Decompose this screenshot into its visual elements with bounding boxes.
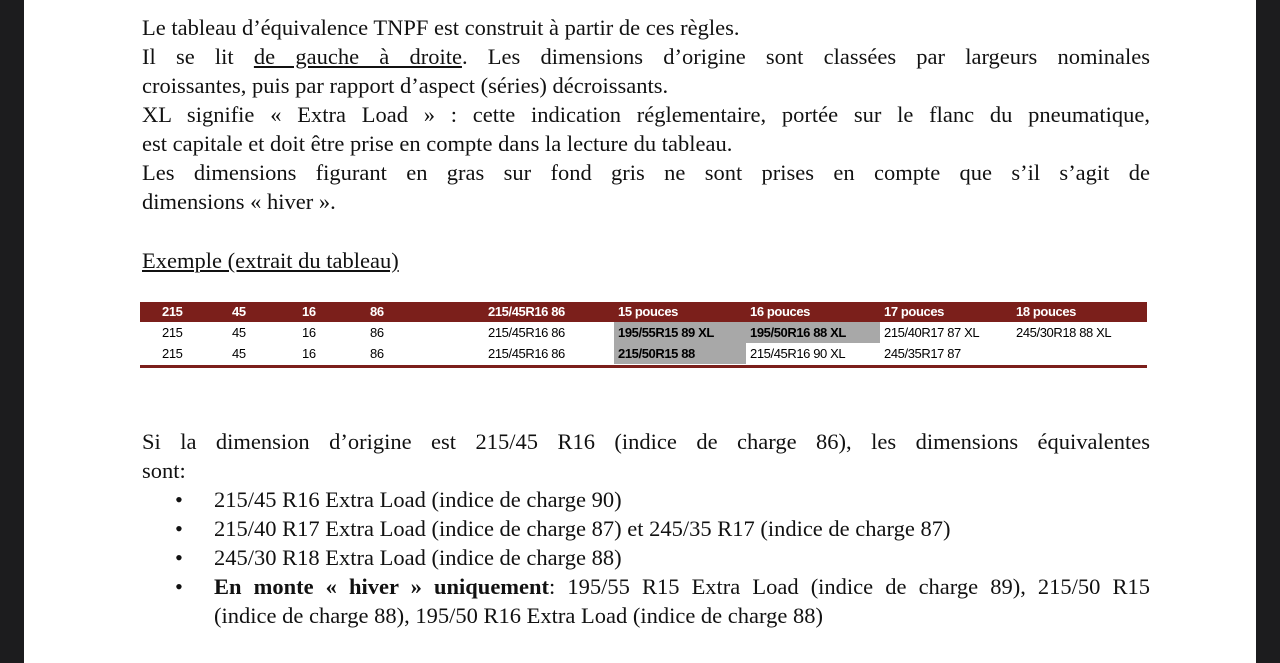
table-cell: 215/45R16 86 bbox=[488, 325, 565, 340]
intro-p2-line1 bbox=[142, 42, 1150, 71]
intro-p3-line2: est capitale et doit être prise en compte dans la lecture du tableau. bbox=[142, 131, 733, 156]
item-text: 245/30 R18 Extra Load (indice de charge 88) bbox=[214, 545, 622, 570]
table-header bbox=[140, 302, 1147, 322]
table-cell: 215/50R15 88 bbox=[614, 343, 746, 364]
header-cell: 17 pouces bbox=[884, 304, 944, 319]
intro-p4-line2: dimensions « hiver ». bbox=[142, 189, 336, 214]
table-cell: 215/45R16 90 XL bbox=[750, 346, 846, 361]
table-row bbox=[140, 343, 1147, 364]
example-title-text: Exemple (extrait du tableau) bbox=[142, 248, 399, 273]
intro-text bbox=[142, 13, 1150, 216]
text: Il se lit bbox=[142, 44, 254, 69]
bullet: • bbox=[175, 487, 183, 512]
list-item bbox=[142, 485, 1150, 514]
bullet: • bbox=[175, 545, 183, 570]
header-cell: 45 bbox=[232, 304, 246, 319]
table-row bbox=[140, 322, 1147, 343]
table-cell: 195/50R16 88 XL bbox=[746, 322, 880, 343]
item-text: 215/40 R17 Extra Load (indice de charge 87) et 245/35 R17 (indice de charge 87) bbox=[214, 516, 951, 541]
equivalence-table bbox=[140, 302, 1147, 368]
header-cell: 15 pouces bbox=[618, 304, 678, 319]
table-cell: 245/30R18 88 XL bbox=[1016, 325, 1112, 340]
conclusion-text bbox=[142, 427, 1150, 630]
item-text: (indice de charge 88), 195/50 R16 Extra Load (indice de charge 88) bbox=[214, 603, 823, 628]
text: . Les dimensions d’origine sont classées par largeurs nominales bbox=[461, 44, 1150, 69]
table-cell: 245/35R17 87 bbox=[884, 346, 961, 361]
intro-p1: Le tableau d’équivalence TNPF est construit à partir de ces règles. bbox=[142, 15, 740, 40]
table-cell: 86 bbox=[370, 325, 384, 340]
table-cell: 215/45R16 86 bbox=[488, 346, 565, 361]
table-cell: 16 bbox=[302, 325, 316, 340]
conclusion-line2: sont: bbox=[142, 458, 186, 483]
underlined-text: de gauche à droite bbox=[253, 44, 462, 69]
conclusion-line1: Si la dimension d’origine est 215/45 R16 (indice de charge 86), les dimensions équivalentes bbox=[142, 429, 1150, 454]
header-cell: 18 pouces bbox=[1016, 304, 1076, 319]
intro-p3-line1: XL signifie « Extra Load » : cette indication réglementaire, portée sur le flanc du pneumatique, bbox=[142, 102, 1150, 127]
header-cell: 86 bbox=[370, 304, 384, 319]
winter-bold: En monte « hiver » uniquement bbox=[214, 574, 550, 599]
intro-p4-line1: Les dimensions figurant en gras sur fond gris ne sont prises en compte que s’il s’agit de bbox=[142, 160, 1150, 185]
list-item-winter bbox=[142, 572, 1150, 630]
document-page bbox=[24, 0, 1256, 663]
table-cell: 215/40R17 87 XL bbox=[884, 325, 980, 340]
header-cell: 215 bbox=[162, 304, 183, 319]
list-item bbox=[142, 543, 1150, 572]
table-cell: 215 bbox=[162, 346, 183, 361]
header-cell: 16 pouces bbox=[750, 304, 810, 319]
bullet: • bbox=[175, 516, 183, 541]
item-text: 215/45 R16 Extra Load (indice de charge 90) bbox=[214, 487, 622, 512]
table-cell: 45 bbox=[232, 346, 246, 361]
table-bottom-rule bbox=[140, 365, 1147, 368]
header-cell: 215/45R16 86 bbox=[488, 304, 565, 319]
table-cell: 215 bbox=[162, 325, 183, 340]
bullet: • bbox=[175, 574, 183, 599]
table-cell: 16 bbox=[302, 346, 316, 361]
item-text: : 195/55 R15 Extra Load (indice de charge 89), 215/50 R15 bbox=[549, 574, 1150, 599]
header-cell: 16 bbox=[302, 304, 316, 319]
table-cell: 86 bbox=[370, 346, 384, 361]
table-cell: 45 bbox=[232, 325, 246, 340]
example-title bbox=[142, 246, 1150, 275]
equivalents-list bbox=[142, 485, 1150, 630]
table-cell: 195/55R15 89 XL bbox=[614, 322, 746, 343]
list-item bbox=[142, 514, 1150, 543]
intro-p2-line2: croissantes, puis par rapport d’aspect (séries) décroissants. bbox=[142, 73, 669, 98]
